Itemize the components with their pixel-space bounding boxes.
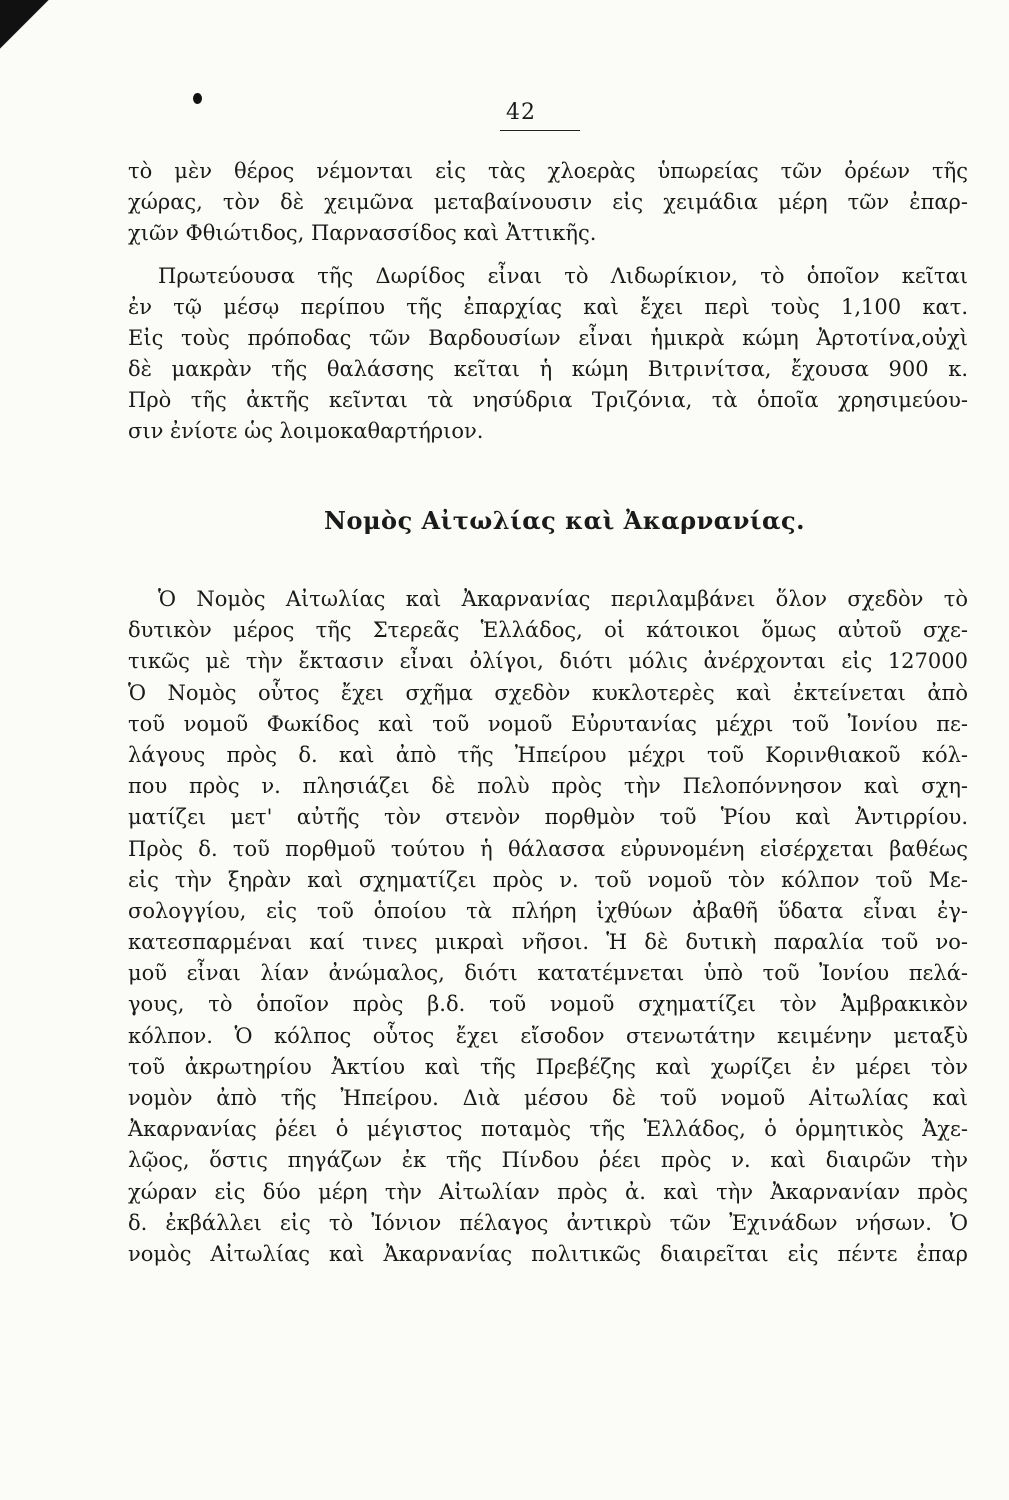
page-number: 42	[506, 100, 536, 125]
text-line: μοῦ εἶναι λίαν ἀνώμαλος, διότι κατατέμνεται ὑπὸ τοῦ Ἰονίου πελά-	[128, 961, 968, 986]
paragraph-3	[128, 584, 968, 1270]
text-line: Ὁ Νομὸς Αἰτωλίας καὶ Ἀκαρνανίας περιλαμβάνει ὅλον σχεδὸν τὸ	[158, 587, 968, 611]
text-line: Πρὸς δ. τοῦ πορθμοῦ τούτου ἡ θάλασσα εὐρυνομένη εἰσέρχεται βαθέως	[128, 836, 968, 861]
text-line: κατεσπαρμέναι καί τινες μικραὶ νῆσοι. Ἡ δὲ δυτικὴ παραλία τοῦ νο-	[128, 930, 968, 955]
text-line: Πρὸ τῆς ἀκτῆς κεῖνται τὰ νησύδρια Τριζόνια, τὰ ὁποῖα χρησιμεύου-	[128, 388, 968, 412]
text-line: χώραν εἰς δύο μέρη τὴν Αἰτωλίαν πρὸς ἀ. καὶ τὴν Ἀκαρνανίαν πρὸς	[128, 1179, 968, 1204]
text-line: τικῶς μὲ τὴν ἔκτασιν εἶναι ὀλίγοι, διότι μόλις ἀνέρχονται εἰς 127000	[128, 649, 968, 674]
text-line: νομὸς Αἰτωλίας καὶ Ἀκαρνανίας πολιτικῶς διαιρεῖται εἰς πέντε ἐπαρ	[128, 1241, 968, 1266]
text-line: ματίζει μετ' αὐτῆς τὸν στενὸν πορθμὸν τοῦ Ῥίου καὶ Ἀντιρρίου.	[128, 805, 968, 830]
text-line: δυτικὸν μέρος τῆς Στερεᾶς Ἑλλάδος, οἱ κάτοικοι ὅμως αὐτοῦ σχε-	[128, 618, 968, 643]
text-line: λάγους πρὸς δ. καὶ ἀπὸ τῆς Ἠπείρου μέχρι τοῦ Κορινθιακοῦ κόλ-	[128, 742, 968, 767]
text-line: τοῦ ἀκρωτηρίου Ἀκτίου καὶ τῆς Πρεβέζης καὶ χωρίζει ἐν μέρει τὸν	[128, 1054, 968, 1079]
text-line: χώρας, τὸν δὲ χειμῶνα μεταβαίνουσιν εἰς χειμάδια μέρη τῶν ἐπαρ-	[128, 190, 968, 214]
text-line: εἰς τὴν ξηρὰν καὶ σχηματίζει πρὸς ν. τοῦ νομοῦ τὸν κόλπον τοῦ Με-	[128, 867, 968, 892]
text-line: χιῶν Φθιώτιδος, Παρνασσίδος καὶ Ἀττικῆς.	[128, 221, 597, 245]
text-line: δὲ μακρὰν τῆς θαλάσσης κεῖται ἡ κώμη Βιτρινίτσα, ἔχουσα 900 κ.	[128, 357, 968, 381]
scan-corner-shadow	[0, 0, 60, 60]
text-line: δ. ἐκβάλλει εἰς τὸ Ἰόνιον πέλαγος ἀντικρὺ τῶν Ἐχινάδων νήσων. Ὁ	[128, 1210, 968, 1235]
paragraph-2	[128, 261, 968, 447]
text-line: Ἀκαρνανίας ῥέει ὁ μέγιστος ποταμὸς τῆς Ἑλλάδος, ὁ ὁρμητικὸς Ἀχε-	[128, 1117, 968, 1142]
text-line: γους, τὸ ὁποῖον πρὸς β.δ. τοῦ νομοῦ σχηματίζει τὸν Ἀμβρακικὸν	[128, 992, 968, 1017]
text-line: σολογγίου, εἰς τοῦ ὁποίου τὰ πλήρη ἰχθύων ἀβαθῆ ὕδατα εἶναι ἐγ-	[128, 898, 968, 923]
text-line: ἐν τῷ μέσῳ περίπου τῆς ἐπαρχίας καὶ ἔχει περὶ τοὺς 1,100 κατ.	[128, 295, 968, 319]
text-line: Πρωτεύουσα τῆς Δωρίδος εἶναι τὸ Λιδωρίκιον, τὸ ὁποῖον κεῖται	[158, 264, 968, 288]
text-line: κόλπον. Ὁ κόλπος οὗτος ἔχει εἴσοδον στενωτάτην κειμένην μεταξὺ	[128, 1023, 968, 1048]
section-heading: Νομὸς Αἰτωλίας καὶ Ἀκαρνανίας.	[324, 506, 805, 535]
page-number-rule	[500, 130, 580, 131]
text-line: Ὁ Νομὸς οὗτος ἔχει σχῆμα σχεδὸν κυκλοτερὲς καὶ ἐκτείνεται ἀπὸ	[128, 680, 968, 705]
paragraph-1	[128, 156, 968, 249]
text-line: λῷος, ὅστις πηγάζων ἐκ τῆς Πίνδου ῥέει πρὸς ν. καὶ διαιρῶν τὴν	[128, 1148, 968, 1173]
text-line: που πρὸς ν. πλησιάζει δὲ πολὺ πρὸς τὴν Πελοπόννησον καὶ σχη-	[128, 774, 968, 799]
ink-speck	[193, 93, 202, 104]
text-line: Εἰς τοὺς πρόποδας τῶν Βαρδουσίων εἶναι ἡμικρὰ κώμη Ἀρτοτίνα,οὐχὶ	[128, 326, 968, 350]
text-line: σιν ἐνίοτε ὡς λοιμοκαθαρτήριον.	[128, 419, 484, 443]
text-line: τοῦ νομοῦ Φωκίδος καὶ τοῦ νομοῦ Εὐρυτανίας μέχρι τοῦ Ἰονίου πε-	[128, 711, 968, 736]
text-line: τὸ μὲν θέρος νέμονται εἰς τὰς χλοερὰς ὑπωρείας τῶν ὀρέων τῆς	[128, 159, 968, 183]
text-line: νομὸν ἀπὸ τῆς Ἠπείρου. Διὰ μέσου δὲ τοῦ νομοῦ Αἰτωλίας καὶ	[128, 1086, 968, 1110]
